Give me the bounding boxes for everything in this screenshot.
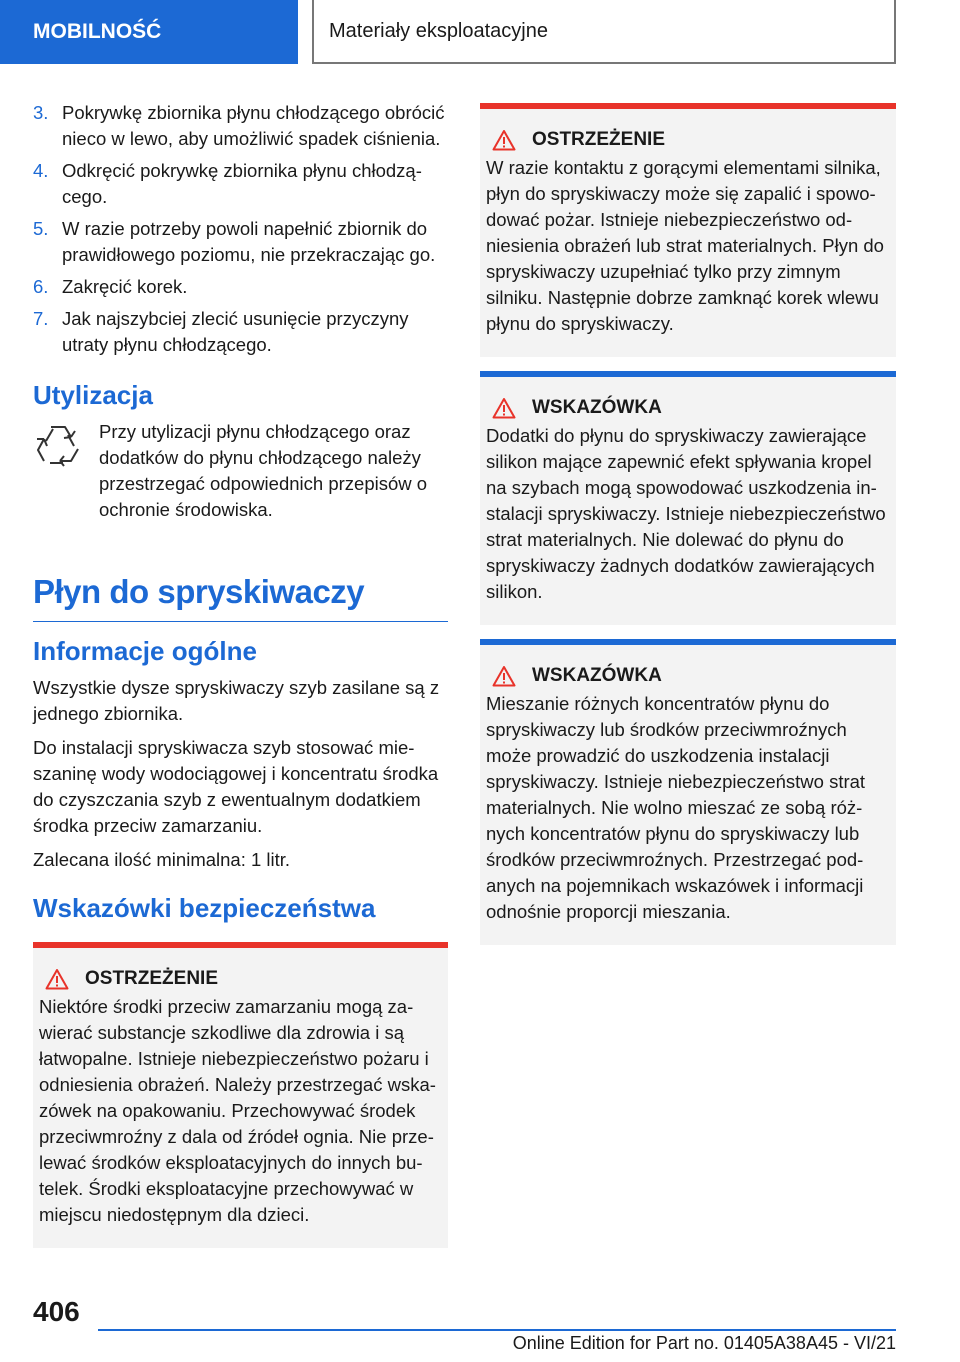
warning-box (480, 103, 896, 357)
step-number: 6. (33, 276, 49, 297)
step-text: Odkręcić pokrywkę zbiornika płynu chłodzącego. (62, 160, 422, 207)
edition-text: Online Edition for Part no. 01405A38A45 - VI/21 (512, 1333, 896, 1353)
list-item (33, 100, 448, 152)
left-column (33, 100, 448, 1248)
note-text: Mieszanie różnych koncentratów płynu do spryskiwaczy lub środków przeciwmroźnych może prowadzić do uszkodzenia instalacji spryskiwaczy. Istnieje niebezpieczeństwo strat materialnych. Nie wolno mieszać ze sobą różnych koncentratów płynu do spryskiwaczy lub środków przeciwmroźnych. Przestrzegać podanych na pojemnikach wskazówek i informacji odnośnie proporcji mieszania. (486, 693, 866, 922)
recycle-icon (33, 419, 99, 499)
warning-triangle-icon (492, 665, 516, 687)
footer-divider (98, 1329, 896, 1331)
warning-title: OSTRZEŻENIE (85, 968, 219, 989)
step-text: Zakręcić korek. (62, 276, 188, 297)
disposal-heading: Utylizacja (33, 380, 153, 410)
step-number: 4. (33, 160, 49, 181)
step-text: W razie potrzeby powoli napełnić zbiornik do prawidłowego poziomu, nie przekraczając go. (62, 218, 436, 265)
note-text: Dodatki do płynu do spryskiwaczy zawierające silikon mające zapewnić efekt spływania kropel na szybach mogą spowodować uszkodzenia instalacji spryskiwaczy. Istnieje niebezpieczeństwo strat materialnych. Nie dolewać do płynu do spryskiwaczy żadnych dodatków zawierających silikon. (486, 425, 886, 602)
page-number: 406 (33, 1296, 80, 1327)
washer-paragraph-2: Do instalacji spryskiwacza szyb stosować mieszaninę wody wodociągowej i koncentratu środka do czyszczania szyb z ewentualnym dodatkiem środka przeciw zamarzaniu. (33, 737, 439, 836)
section-tab: MOBILNOŚĆ (0, 0, 298, 64)
step-text: Pokrywkę zbiornika płynu chłodzącego obrócić nieco w lewo, aby umożliwić spadek ciśnienia. (62, 102, 445, 149)
disposal-text-full: Przy utylizacji płynu chłodzącego oraz dodatków do płynu chłodzącego należy przestrzegać odpowiednich przepisów o ochronie środowiska. (99, 421, 428, 520)
list-item (33, 306, 448, 358)
list-item (33, 274, 448, 300)
warning-title: OSTRZEŻENIE (532, 129, 666, 150)
steps-list (33, 100, 448, 358)
chapter-title: Materiały eksploatacyjne (312, 0, 896, 64)
safety-heading: Wskazówki bezpieczeństwa (33, 893, 376, 923)
washer-paragraph-1: Wszystkie dysze spryskiwaczy szyb zasilane są z jednego zbiornika. (33, 677, 440, 724)
warning-triangle-icon (492, 397, 516, 419)
note-box (480, 371, 896, 625)
general-info-heading: Informacje ogólne (33, 636, 257, 666)
warning-box (33, 942, 448, 1248)
note-title: WSKAZÓWKA (532, 665, 662, 686)
disposal-block (33, 419, 448, 531)
washer-heading: Płyn do spryskiwaczy (33, 573, 448, 622)
note-title: WSKAZÓWKA (532, 397, 662, 418)
note-box (480, 639, 896, 945)
warning-text: W razie kontaktu z gorącymi elementami silnika, płyn do spryskiwaczy może się zapalić i spowodować pożar. Istnieje niebezpieczeństwo odniesienia obrażeń lub strat materialnych. Płyn do spryskiwaczy uzupełniać tylko przy zimnym silniku. Następnie dobrze zamknąć korek wlewu płynu do spryskiwaczy. (486, 157, 884, 334)
warning-text: Niektóre środki przeciw zamarzaniu mogą zawierać substancje szkodliwe dla zdrowia i są łatwopalne. Istnieje niebezpieczeństwo pożaru i odniesienia obrażeń. Należy przestrzegać wskazówek na opakowaniu. Przechowywać środek przeciwmroźny z dala od źródeł ognia. Nie przelewać środków eksploatacyjnych do innych butelek. Środki eksploatacyjne przechowywać w miejscu niedostępnym dla dzieci. (39, 996, 436, 1225)
step-number: 3. (33, 102, 49, 123)
washer-paragraph-3: Zalecana ilość minimalna: 1 litr. (33, 849, 291, 870)
list-item (33, 158, 448, 210)
warning-triangle-icon (492, 129, 516, 151)
step-text: Jak najszybciej zlecić usunięcie przyczyny utraty płynu chłodzącego. (62, 308, 409, 355)
warning-triangle-icon (45, 968, 69, 990)
right-column (480, 103, 896, 945)
step-number: 5. (33, 218, 49, 239)
list-item (33, 216, 448, 268)
step-number: 7. (33, 308, 49, 329)
